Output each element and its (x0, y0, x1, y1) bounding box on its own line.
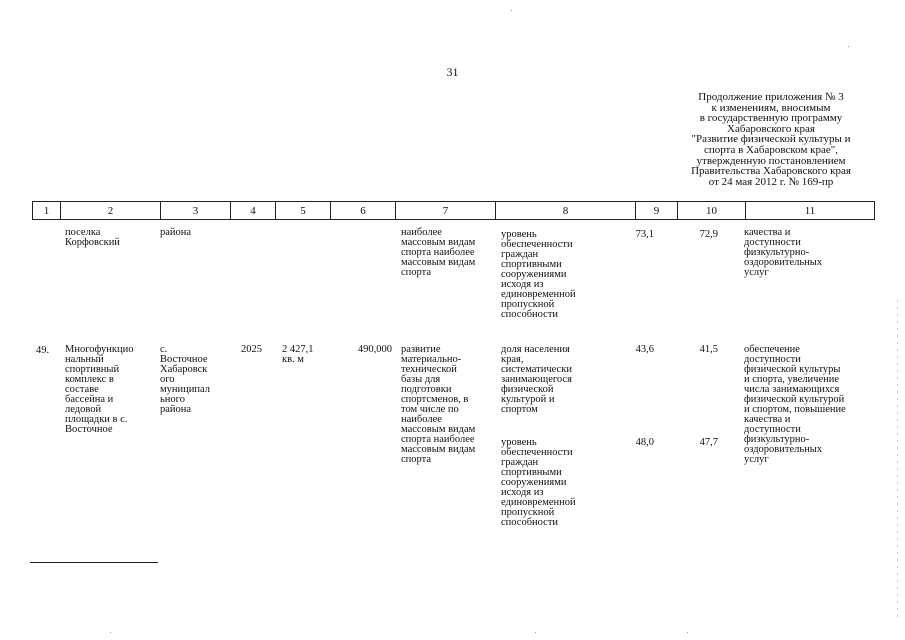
appendix-line: спорта в Хабаровском крае", (703, 143, 839, 156)
column-header-table (32, 201, 875, 220)
column-header: 3 (161, 202, 231, 220)
column-header: 10 (678, 202, 746, 220)
column-header: 2 (61, 202, 161, 220)
scan-speck (848, 46, 849, 47)
row-49-year: 2025 (241, 344, 262, 355)
column-header: 11 (746, 202, 875, 220)
column-header-row (33, 202, 875, 220)
continued-row-location: района (160, 227, 192, 238)
appendix-line: к изменениям, вносимым (711, 101, 831, 114)
appendix-line: Хабаровского края (727, 122, 815, 135)
scan-edge-noise (897, 300, 898, 620)
continued-row-target-value: 72,9 (699, 229, 718, 240)
continued-row-name: поселка Корфовский (65, 227, 120, 248)
appendix-line: в государственную программу (699, 112, 843, 125)
column-header: 6 (331, 202, 396, 220)
row-49-target-value-1: 41,5 (699, 344, 718, 355)
continued-row-direction: наиболее массовым видам спорта наиболее массовым видам спорта (401, 227, 476, 278)
row-49-location: с. Восточное Хабаровск ого муниципал ьного района (160, 344, 210, 415)
appendix-line: утвержденную постановлением (696, 154, 846, 167)
row-49-capacity: 2 427,1 кв. м (282, 344, 314, 365)
appendix-line: от 24 мая 2012 г. № 169-пр (708, 175, 834, 188)
column-header: 9 (636, 202, 678, 220)
row-49-indicator-2: уровень обеспеченности граждан спортивными сооружениями исходя из единовременной пропускной способности (501, 437, 576, 528)
appendix-line: Правительства Хабаровского края (691, 165, 851, 178)
appendix-line: Продолжение приложения № 3 (698, 91, 844, 103)
continued-row-result: качества и доступности физкультурно- оздоровительных услуг (744, 227, 823, 278)
row-49-cost: 490,000 (357, 344, 392, 355)
row-49-base-value-1: 43,6 (635, 344, 654, 355)
row-49-direction: развитие материально- технической базы для подготовки спортсменов, в том числе по наиболее массовым видам спорта наиболее массовым видам спорта (401, 344, 476, 465)
column-header: 1 (33, 202, 61, 220)
row-49-name: Многофункцио нальный спортивный комплекс в составе бассейна и ледовой площадки в с. Восточное (65, 344, 134, 435)
scan-speck (110, 632, 111, 633)
appendix-line: "Развитие физической культуры и (691, 133, 851, 146)
row-49-number: 49. (36, 345, 50, 356)
scan-speck (511, 10, 512, 11)
scan-speck (687, 632, 688, 633)
page-number: 31 (446, 65, 459, 79)
footnote-separator (30, 562, 158, 563)
continued-row-indicator: уровень обеспеченности граждан спортивными сооружениями исходя из единовременной пропускной способности (501, 229, 576, 320)
column-header: 8 (496, 202, 636, 220)
column-header: 4 (231, 202, 276, 220)
appendix-header (660, 92, 882, 187)
row-49-target-value-2: 47,7 (699, 437, 718, 448)
row-49-indicator-1: доля населения края, систематически занимающегося физической культурой и спортом (501, 344, 572, 415)
row-49-base-value-2: 48,0 (635, 437, 654, 448)
scan-speck (535, 632, 536, 633)
column-header: 7 (396, 202, 496, 220)
continued-row-base-value: 73,1 (635, 229, 654, 240)
row-49-result: обеспечение доступности физической культуры и спорта, увеличение числа занимающихся физической культурой и спортом, повышение качества и доступности физкультурно- оздоровительных услуг (744, 344, 846, 465)
column-header: 5 (276, 202, 331, 220)
